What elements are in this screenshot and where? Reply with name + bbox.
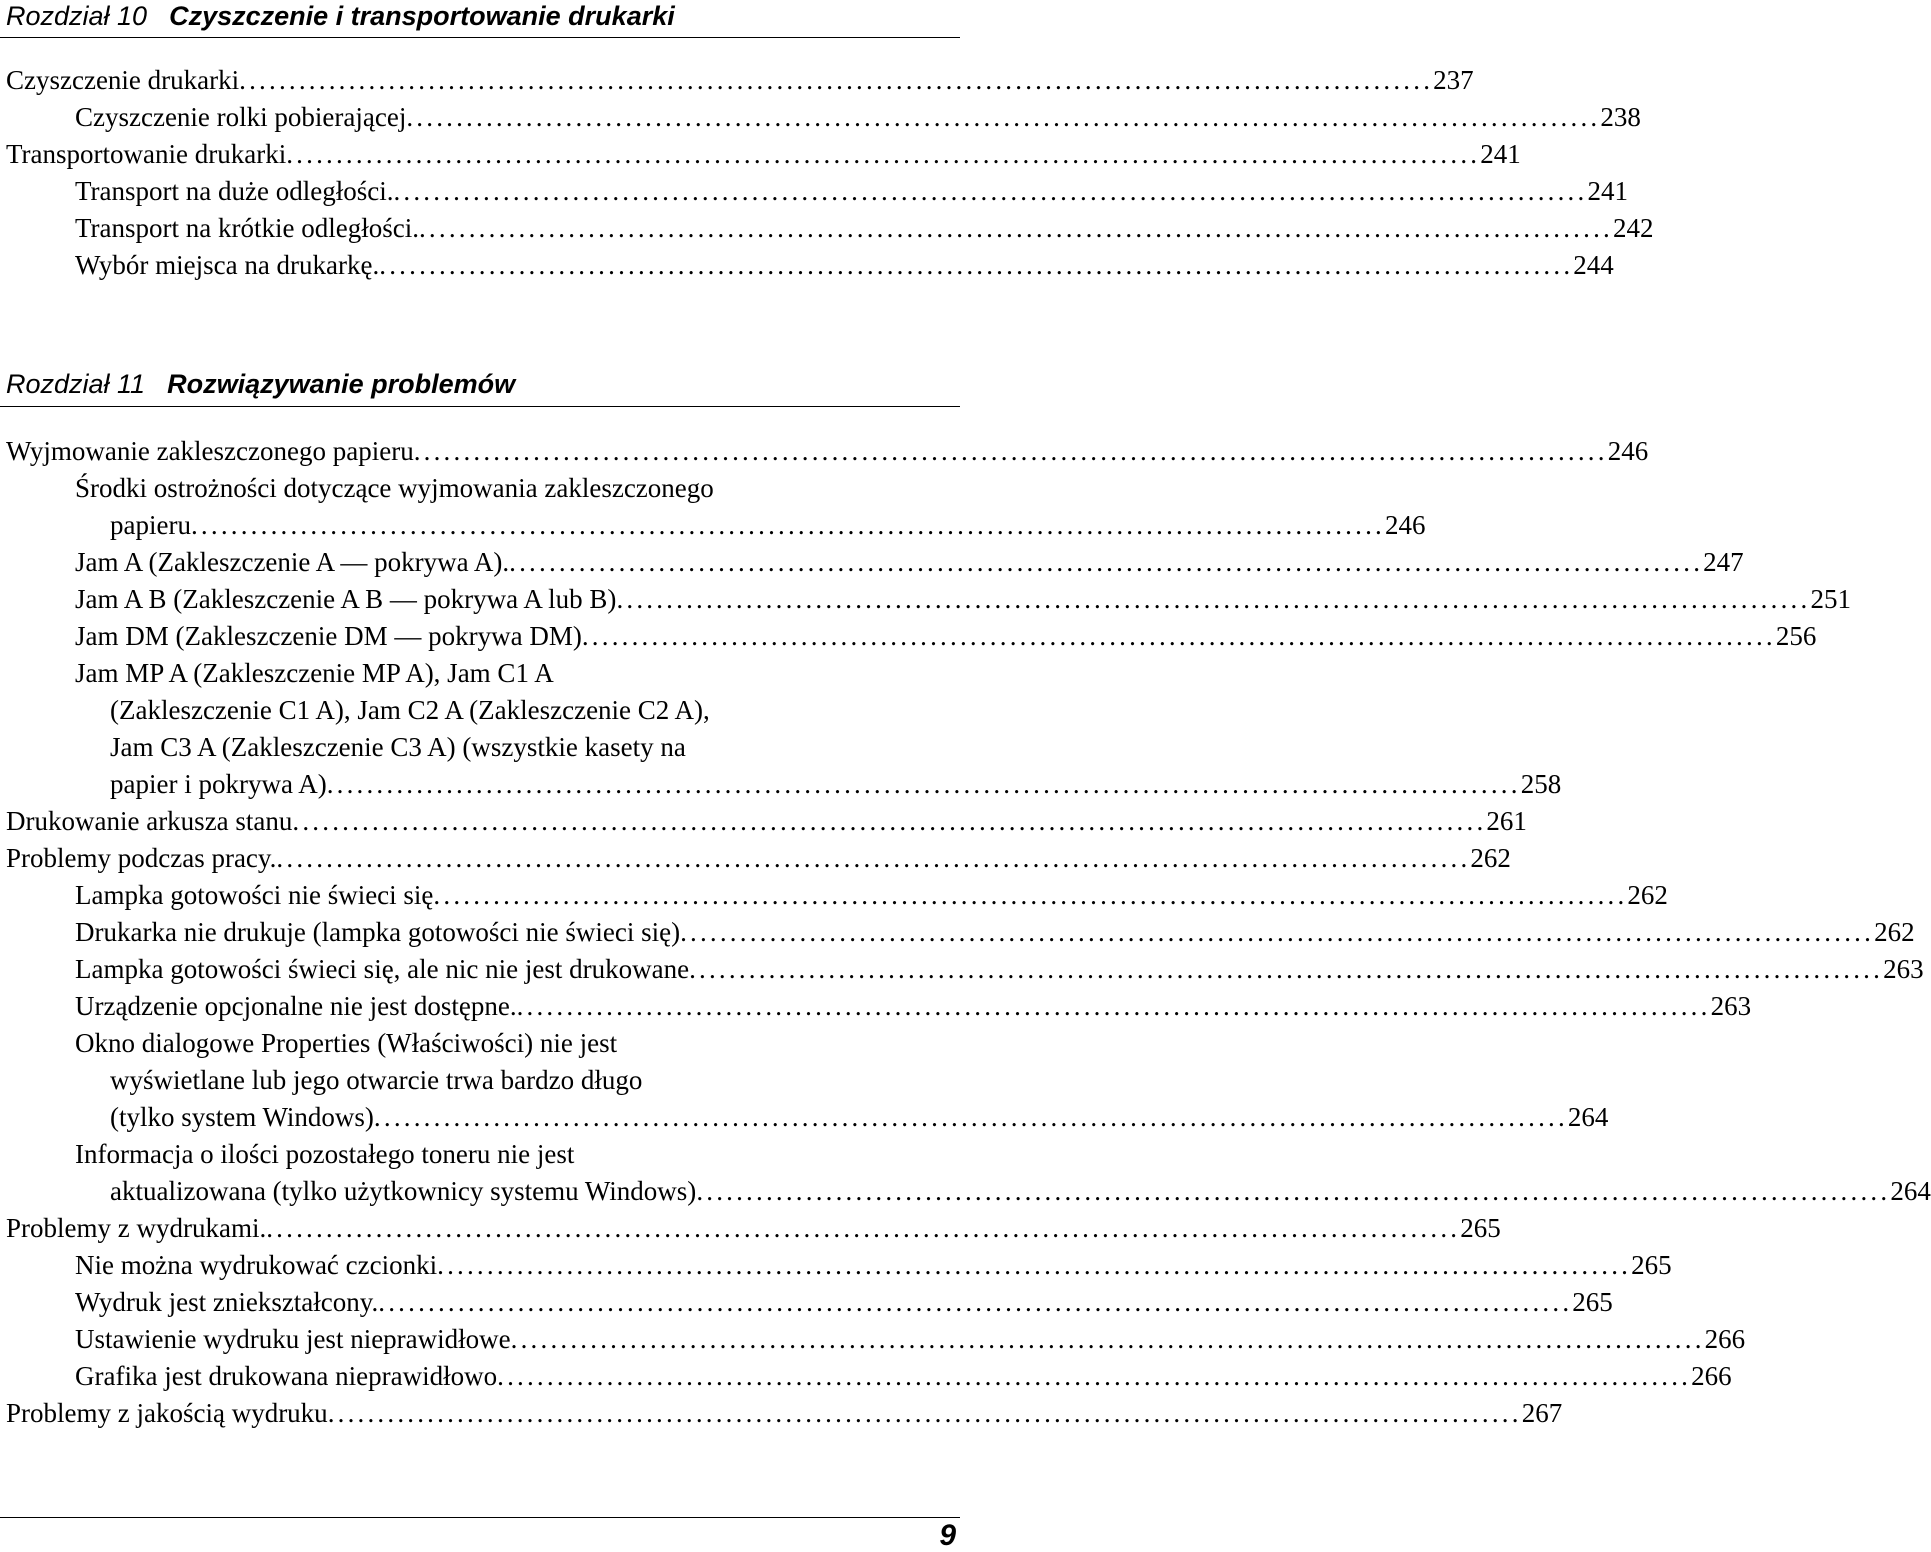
toc-entry-page: 246 [1607,436,1649,466]
toc-entry-page: 241 [1587,176,1628,206]
toc-entry[interactable] [6,618,1817,655]
toc-entry-text-line[interactable]: Jam MP A (Zakleszczenie MP A), Jam C1 A [75,658,554,688]
dot-leader: ........................................................................................................................ [509,547,1704,577]
toc-entry-page: 265 [1631,1250,1672,1280]
dot-leader: ........................................................................................................................ [680,917,1875,947]
toc-entry[interactable] [6,581,1851,618]
dot-leader: ........................................................................................................................ [378,1287,1573,1317]
toc-entry[interactable] [6,136,1521,173]
toc-entry-page: 246 [1384,510,1426,540]
toc-entry-text: Transport na krótkie odległości. [75,213,419,243]
page-number: 9 [939,1519,956,1552]
toc-entry-page: 263 [1710,991,1752,1021]
footer-rule [0,1517,960,1518]
toc-entry[interactable] [6,433,1649,470]
toc-entry-text: Czyszczenie rolki pobierającej [75,102,407,132]
toc-entry-page: 263 [1883,954,1924,984]
chapter-10-title: Czyszczenie i transportowanie drukarki [169,1,675,31]
toc-entry-page: 267 [1521,1398,1563,1428]
toc-entry-text: Problemy z wydrukami. [6,1213,267,1243]
dot-leader: ........................................................................................................................ [393,176,1588,206]
dot-leader: ........................................................................................................................ [616,584,1811,614]
toc-entry[interactable] [6,766,1562,803]
toc-entry-text-line[interactable]: (Zakleszczenie C1 A), Jam C2 A (Zakleszczenie C2 A), [110,695,710,725]
dot-leader: ........................................................................................................................ [433,880,1628,910]
toc-entry-text-line[interactable]: Okno dialogowe Properties (Właściwości) nie jest [75,1028,618,1058]
toc-entry[interactable] [6,877,1668,914]
toc-entry-text: papieru [110,510,191,540]
toc-entry-text-line[interactable]: Środki ostrożności dotyczące wyjmowania zakleszczonego [75,473,714,503]
toc-entry-page: 238 [1600,102,1641,132]
toc-entry[interactable] [6,62,1474,99]
chapter-11-toc [6,433,1931,1432]
toc-entry-text: Transportowanie drukarki [6,139,287,169]
toc-entry-page: 258 [1520,769,1562,799]
chapter-10-toc [6,62,1654,284]
chapter-10-rule [0,37,960,38]
toc-entry-page: 266 [1704,1324,1746,1354]
toc-entry-page: 244 [1573,250,1614,280]
dot-leader: ........................................................................................................................ [326,769,1521,799]
dot-leader: ........................................................................................................................ [190,510,1385,540]
toc-entry-text: Urządzenie opcjonalne nie jest dostępne. [75,991,517,1021]
chapter-11-rule [0,406,960,407]
toc-entry[interactable] [6,210,1654,247]
dot-leader: ........................................................................................................................ [418,213,1613,243]
toc-entry-text: Grafika jest drukowana nieprawidłowo [75,1361,498,1391]
toc-entry[interactable] [6,1321,1746,1358]
dot-leader: ........................................................................................................................ [276,843,1471,873]
dot-leader: ........................................................................................................................ [696,1176,1891,1206]
toc-entry[interactable] [6,1099,1609,1136]
toc-entry-page: 261 [1486,806,1527,836]
toc-entry-text: Nie można wydrukować czcionki [75,1250,438,1280]
dot-leader: ........................................................................................................................ [373,1102,1568,1132]
toc-entry-page: 247 [1703,547,1744,577]
toc-entry-page: 241 [1480,139,1521,169]
toc-entry-text: papier i pokrywa A) [110,769,327,799]
toc-entry[interactable] [6,1210,1501,1247]
toc-entry-text: Wydruk jest zniekształcony. [75,1287,379,1317]
chapter-11-title: Rozwiązywanie problemów [167,369,516,399]
toc-entry-text-line[interactable]: Jam C3 A (Zakleszczenie C3 A) (wszystkie kasety na [110,732,686,762]
dot-leader: ........................................................................................................................ [327,1398,1522,1428]
toc-entry-text: aktualizowana (tylko użytkownicy systemu Windows) [110,1176,697,1206]
toc-entry-page: 242 [1612,213,1654,243]
toc-entry-text: Jam A (Zakleszczenie A — pokrywa A). [75,547,510,577]
toc-entry-text: Ustawienie wydruku jest nieprawidłowe [75,1324,511,1354]
toc-entry[interactable] [6,840,1511,877]
toc-entry[interactable] [6,507,1426,544]
dot-leader: ........................................................................................................................ [510,1324,1705,1354]
toc-entry-page: 262 [1627,880,1668,910]
toc-entry-text: Jam A B (Zakleszczenie A B — pokrywa A lub B) [75,584,617,614]
toc-entry[interactable] [6,988,1752,1025]
toc-entry-text-line[interactable]: Informacja o ilości pozostałego toneru nie jest [75,1139,575,1169]
toc-entry-page: 265 [1460,1213,1501,1243]
toc-entry[interactable] [6,1395,1563,1432]
toc-entry[interactable] [6,1284,1613,1321]
toc-entry-text: (tylko system Windows) [110,1102,374,1132]
dot-leader: ........................................................................................................................ [413,436,1608,466]
toc-entry-text: Wybór miejsca na drukarkę. [75,250,380,280]
toc-entry-text: Drukowanie arkusza stanu [6,806,293,836]
toc-entry[interactable] [6,1173,1931,1210]
toc-entry-page: 264 [1567,1102,1609,1132]
toc-entry-page: 262 [1874,917,1915,947]
toc-entry-text: Lampka gotowości świeci się, ale nic nie jest drukowane [75,954,690,984]
toc-entry-page: 265 [1572,1287,1613,1317]
chapter-11-heading [6,368,960,400]
chapter-10-number: Rozdział 10 [6,1,148,31]
toc-entry-text: Transport na duże odległości. [75,176,394,206]
dot-leader: ........................................................................................................................ [266,1213,1461,1243]
toc-entry[interactable] [6,544,1744,581]
toc-entry-page: 237 [1433,65,1474,95]
toc-entry-page: 256 [1775,621,1817,651]
toc-entry[interactable] [6,1247,1672,1284]
chapter-11-number: Rozdział 11 [6,369,146,399]
dot-leader: ........................................................................................................................ [689,954,1884,984]
toc-entry[interactable] [6,951,1924,988]
toc-entry[interactable] [6,1358,1732,1395]
toc-entry[interactable] [6,247,1614,284]
dot-leader: ........................................................................................................................ [497,1361,1692,1391]
toc-entry[interactable] [6,173,1628,210]
toc-entry[interactable] [6,803,1527,840]
dot-leader: ........................................................................................................................ [239,65,1434,95]
toc-entry-text: Problemy podczas pracy. [6,843,277,873]
toc-entry[interactable] [6,914,1915,951]
toc-entry-page: 264 [1890,1176,1931,1206]
toc-entry-page: 251 [1810,584,1851,614]
dot-leader: ........................................................................................................................ [292,806,1487,836]
dot-leader: ........................................................................................................................ [516,991,1711,1021]
toc-entry-text: Czyszczenie drukarki [6,65,240,95]
toc-entry-page: 266 [1691,1361,1732,1391]
toc-entry-page: 262 [1470,843,1511,873]
toc-entry-text-line[interactable]: wyświetlane lub jego otwarcie trwa bardzo długo [110,1065,643,1095]
dot-leader: ........................................................................................................................ [286,139,1481,169]
toc-entry-text: Wyjmowanie zakleszczonego papieru [6,436,414,466]
dot-leader: ........................................................................................................................ [581,621,1776,651]
dot-leader: ........................................................................................................................ [437,1250,1632,1280]
chapter-10-heading [6,0,960,32]
toc-entry-text: Problemy z jakością wydruku [6,1398,328,1428]
toc-entry[interactable] [6,99,1641,136]
toc-entry-text: Lampka gotowości nie świeci się [75,880,434,910]
toc-entry-text: Jam DM (Zakleszczenie DM — pokrywa DM) [75,621,582,651]
dot-leader: ........................................................................................................................ [406,102,1601,132]
toc-entry-text: Drukarka nie drukuje (lampka gotowości nie świeci się) [75,917,681,947]
dot-leader: ........................................................................................................................ [379,250,1574,280]
